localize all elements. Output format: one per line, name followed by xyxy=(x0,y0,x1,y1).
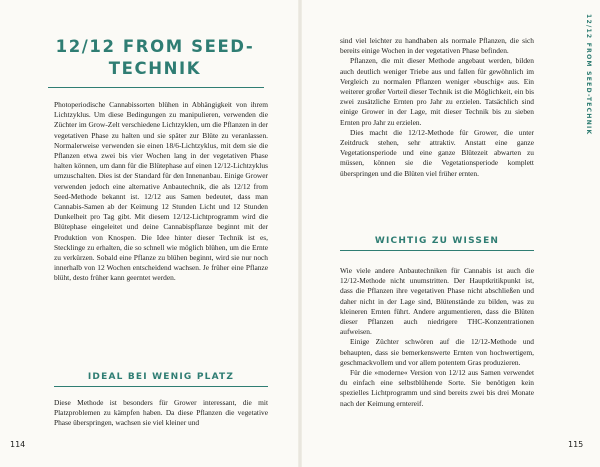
paragraph: Wie viele andere Anbautechniken für Cannabis ist auch die 12/12-Methode nicht unumstritten. Der Hauptkritikpunkt ist, dass die Pflanzen ihre vegetativen Phase nicht abschließen und daher nicht in der Lage sind, Blütenstände zu bilden, was zu kleineren Ernten führt. Andere argumentieren, dass die Blüten dieser Pflanzen auch niedrigere THC-Konzentrationen aufweisen. xyxy=(340,266,534,337)
page-number-right: 115 xyxy=(568,440,584,449)
subheading-wichtig: WICHTIG ZU WISSEN xyxy=(374,236,500,246)
chapter-title-line1: 12/12 FROM SEED- xyxy=(55,37,255,56)
paragraph: Photoperiodische Cannabissorten blühen in Abhängigkeit von ihrem Lichtzyklus. Um diese Bedingungen zu manipulieren, verwenden die Züchter im Grow-Zelt verschiedene Lichtzyklen, um die Pflanzen in der vegetativen Phase zu halten und sie später zur Blüte zu veranlassen. Normalerweise verwenden sie einen 18/6-Lichtzyklus, mit dem sie die Pflanzen etwa zwei bis vier Wochen lang in der vegetativen Phase halten können, um dann für die Blütephase auf einen 12/12-Lichtzyklus umzuschalten. Dies ist der Standard für den Innenanbau. Einige Grower verwenden jedoch eine alternative Anbautechnik, die als 12/12 from Seed-Methode bekannt ist. 12/12 aus Samen bedeutet, dass man Cannabis-Samen ab der Keimung 12 Stunden Licht und 12 Stunden Dunkelheit pro Tag gibt. Mit diesem 12/12-Lichtprogramm wird die Blütephase eingeleitet und deine Cannabispflanze beginnt mit der Produktion von Knospen. Die Idee hinter dieser Technik ist es, Stecklinge zu erhalten, die so schnell wie möglich blühen, um die Ernte zu verkürzen. Sobald eine Pflanze zu blühen beginnt, wird sie nur noch innerhalb von 12 Wochen entscheidend wachsen. Je früher eine Pflanze blüht, desto früher kann geerntet werden. xyxy=(54,100,268,283)
paragraph: Für die »moderne« Version von 12/12 aus Samen verwendet du einfach eine selbstblühende Sorte. Sie benötigen kein spezielles Lichtprogramm und sind bereits zwei bis drei Monate nach der Keimung erntereif. xyxy=(340,368,534,408)
right-body-text-2 xyxy=(340,266,534,409)
paragraph: Diese Methode ist besonders für Grower interessant, die mit Platzproblemen zu kämpfen haben. Da diese Pflanzen die vegetative Phase überspringen, wachsen sie viel kleiner und xyxy=(54,398,268,428)
right-page xyxy=(300,0,600,467)
left-body-text xyxy=(54,100,268,284)
title-divider xyxy=(48,87,264,88)
chapter-title xyxy=(40,36,270,80)
paragraph: sind viel leichter zu handhaben als normale Pflanzen, die sich bereits einige Wochen in der vegetativen Phase befinden. xyxy=(340,36,534,56)
subheading-divider xyxy=(54,386,268,387)
subheading-divider xyxy=(340,250,534,251)
running-head: 12/12 FROM SEED-TECHNIK xyxy=(585,14,592,136)
right-body-text xyxy=(340,36,534,179)
paragraph: Einige Züchter schwören auf die 12/12-Methode und behaupten, dass sie bemerkenswerte Ernten von hochwertigem, geschmackvollem und vor allem potentem Gras produzieren. xyxy=(340,337,534,367)
paragraph: Pflanzen, die mit dieser Methode angebaut werden, bilden auch deutlich weniger Triebe aus und fallen für gewöhnlich im Vergleich zu normalen Pflanzen weniger »buschig« aus. Ein weiterer großer Vorteil dieser Technik ist die Möglichkeit, ein bis zwei zusätzliche Ernten pro Jahr zu erzielen. Tatsächlich sind einige Grower in der Lage, mit dieser Technik bis zu sieben Ernten pro Jahr zu erzielen. xyxy=(340,56,534,127)
paragraph: Dies macht die 12/12-Methode für Grower, die unter Zeitdruck stehen, sehr attraktiv. Anstatt eine ganze Vegetationsperiode und eine ganze Blütezeit abwarten zu müssen, können sie die Vegetationsperiode komplett überspringen und die Blüten viel früher ernten. xyxy=(340,127,534,178)
left-body-text-2 xyxy=(54,398,268,429)
subheading-ideal: IDEAL BEI WENIG PLATZ xyxy=(87,372,235,382)
chapter-title-line2: TECHNIK xyxy=(108,59,202,78)
page-number-left: 114 xyxy=(10,440,26,449)
